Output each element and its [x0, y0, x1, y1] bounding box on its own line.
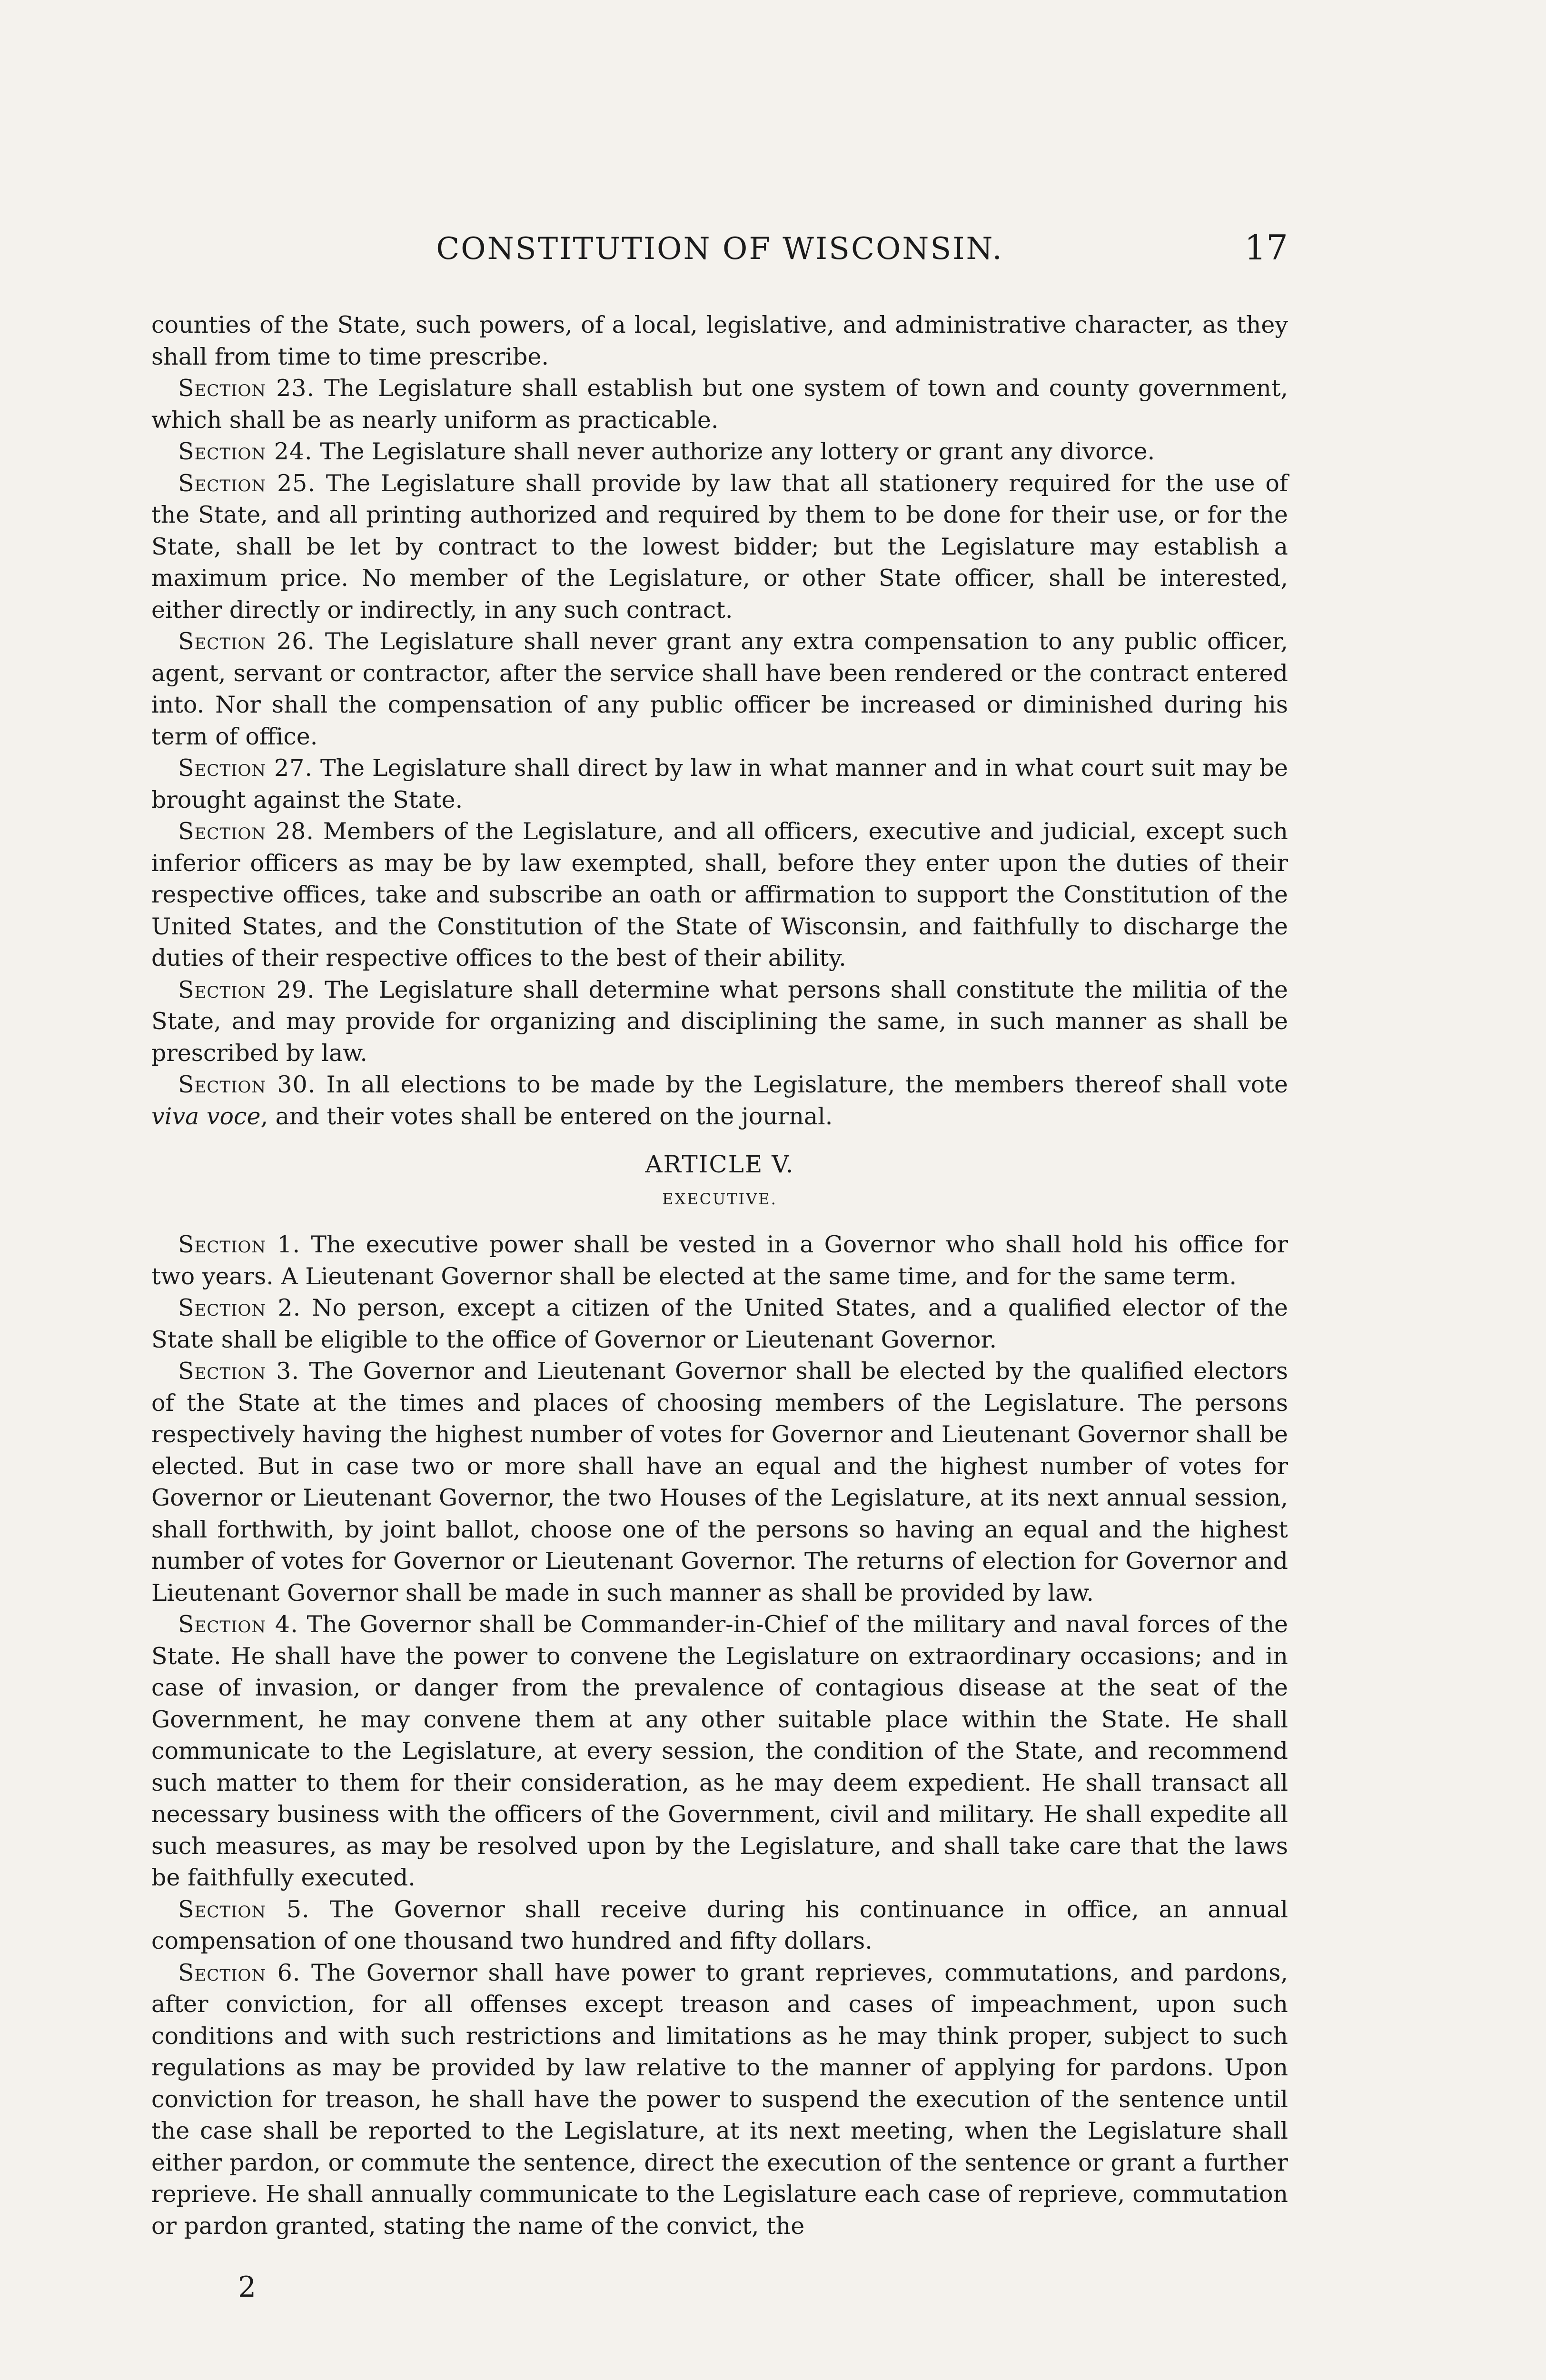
section-text: The executive power shall be vested in a Governor who shall hold his office for two years. A Lieutenant Governor shall be elected at the same time, and for the same term.: [151, 1231, 1288, 1290]
section-label: Section 5.: [178, 1895, 310, 1923]
section-paragraph: [151, 373, 1288, 436]
section-text: The Legislature shall determine what persons shall constitute the militia of the State, and may provide for organizing and disciplining the same, in such manner as shall be prescribed by law.: [151, 976, 1288, 1067]
section-paragraph: [151, 309, 1288, 373]
section-text: The Legislature shall never grant any extra compensation to any public officer, agent, servant or contractor, after the service shall have been rendered or the contract entered into. Nor shall the compensation of any public officer be increased or diminished during his term of office.: [151, 628, 1288, 750]
section-label: Section 4.: [178, 1611, 298, 1638]
section-text: counties of the State, such powers, of a local, legislative, and administrative character, as they shall from time to time prescribe.: [151, 311, 1288, 370]
section-paragraph: [151, 626, 1288, 753]
signature-mark: 2: [238, 2271, 257, 2304]
section-text: The Legislature shall provide by law that all stationery required for the use of the State, and all printing authorized and required by them to be done for their use, or for the State, shall be let by contract to the lowest bidder; but the Legislature may establish a maximum price. No member of the Legislature, or other State officer, shall be interested, either directly or indirectly, in any such contract.: [151, 469, 1288, 624]
section-label: Section 6.: [178, 1959, 301, 1986]
section-text: The Governor shall have power to grant reprieves, commutations, and pardons, after conviction, for all offenses except treason and cases of impeachment, upon such conditions and with such restrictions and limitations as he may think proper, subject to such regulations as may be provided by law relative to the manner of applying for pardons. Upon conviction for treason, he shall have the power to suspend the execution of the sentence until the case shall be reported to the Legislature, at its next meeting, when the Legislature shall either pardon, or commute the sentence, direct the execution of the sentence or grant a further reprieve. He shall annually communicate to the Legislature each case of reprieve, commutation or pardon granted, stating the name of the convict, the: [151, 1959, 1288, 2240]
section-paragraph: [151, 436, 1288, 468]
section-paragraph: [151, 1356, 1288, 1609]
section-label: Section 29.: [178, 976, 315, 1003]
body-text: [151, 309, 1288, 2242]
running-title: CONSTITUTION OF WISCONSIN.: [436, 231, 1003, 267]
section-paragraph: [151, 1292, 1288, 1356]
section-label: Section 28.: [178, 818, 314, 845]
section-paragraph: [151, 1229, 1288, 1292]
section-text: The Legislature shall never authorize any lottery or grant any divorce.: [320, 438, 1155, 465]
section-paragraph: [151, 816, 1288, 974]
section-paragraph: [151, 753, 1288, 816]
article-heading: ARTICLE V.: [645, 1150, 794, 1178]
section-paragraph: [151, 1609, 1288, 1894]
section-text: Members of the Legislature, and all officers, executive and judicial, except such inferior officers as may be by law exempted, shall, before they enter upon the duties of their respective offices, take and subscribe an oath or affirmation to support the Constitution of the United States, and the Constitution of the State of Wisconsin, and faithfully to discharge the duties of their respective offices to the best of their ability.: [151, 818, 1288, 972]
page-number: 17: [1244, 228, 1288, 268]
section-text: The Governor shall receive during his continuance in office, an annual compensation of one thousand two hundred and fifty dollars.: [151, 1895, 1288, 1954]
section-label: Section 26.: [178, 628, 315, 655]
section-paragraph: [151, 1069, 1288, 1132]
article-subheading: EXECUTIVE.: [662, 1190, 777, 1208]
section-text: , and their votes shall be entered on the journal.: [260, 1102, 833, 1130]
section-text: No person, except a citizen of the United States, and a qualified elector of the State shall be eligible to the office of Governor or Lieutenant Governor.: [151, 1294, 1288, 1353]
section-label: Section 24.: [178, 438, 313, 465]
section-text: The Governor and Lieutenant Governor shall be elected by the qualified electors of the State at the times and places of choosing members of the Legislature. The persons respectively having the highest number of votes for Governor and Lieutenant Governor shall be elected. But in case two or more shall have an equal and the highest number of votes for Governor or Lieutenant Governor, the two Houses of the Legislature, at its next annual session, shall forthwith, by joint ballot, choose one of the persons so having an equal and the highest number of votes for Governor or Lieutenant Governor. The returns of election for Governor and Lieutenant Governor shall be made in such manner as shall be provided by law.: [151, 1358, 1288, 1606]
article-v-sections: [151, 1229, 1288, 2242]
section-label: Section 30.: [178, 1071, 316, 1098]
section-label: Section 25.: [178, 469, 316, 497]
section-text: The Legislature shall direct by law in what manner and in what court suit may be brought against the State.: [151, 754, 1288, 813]
section-text: The Legislature shall establish but one system of town and county government, which shall be as nearly uniform as practicable.: [151, 375, 1288, 434]
latin-phrase: viva voce: [151, 1102, 261, 1130]
section-paragraph: [151, 468, 1288, 626]
section-label: Section 3.: [178, 1358, 300, 1385]
section-paragraph: [151, 974, 1288, 1070]
running-head: [151, 228, 1288, 275]
section-text: The Governor shall be Commander-in-Chief of the military and naval forces of the State. He shall have the power to convene the Legislature on extraordinary occasions; and in case of invasion, or danger from the prevalence of contagious disease at the seat of the Government, he may convene them at any other suitable place within the State. He shall communicate to the Legislature, at every session, the condition of the State, and recommend such matter to them for their consideration, as he may deem expedient. He shall transact all necessary business with the officers of the Government, civil and military. He shall expedite all such measures, as may be resolved upon by the Legislature, and shall take care that the laws be faithfully executed.: [151, 1611, 1288, 1891]
section-label: Section 27.: [178, 754, 313, 782]
article-iv-sections: [151, 309, 1288, 1069]
section-label: Section 1.: [178, 1231, 301, 1258]
section-label: Section 23.: [178, 375, 315, 402]
section-paragraph: [151, 1957, 1288, 2242]
section-text: In all elections to be made by the Legislature, the members thereof shall vote: [326, 1071, 1288, 1098]
section-label: Section 2.: [178, 1294, 301, 1321]
section-paragraph: [151, 1894, 1288, 1957]
